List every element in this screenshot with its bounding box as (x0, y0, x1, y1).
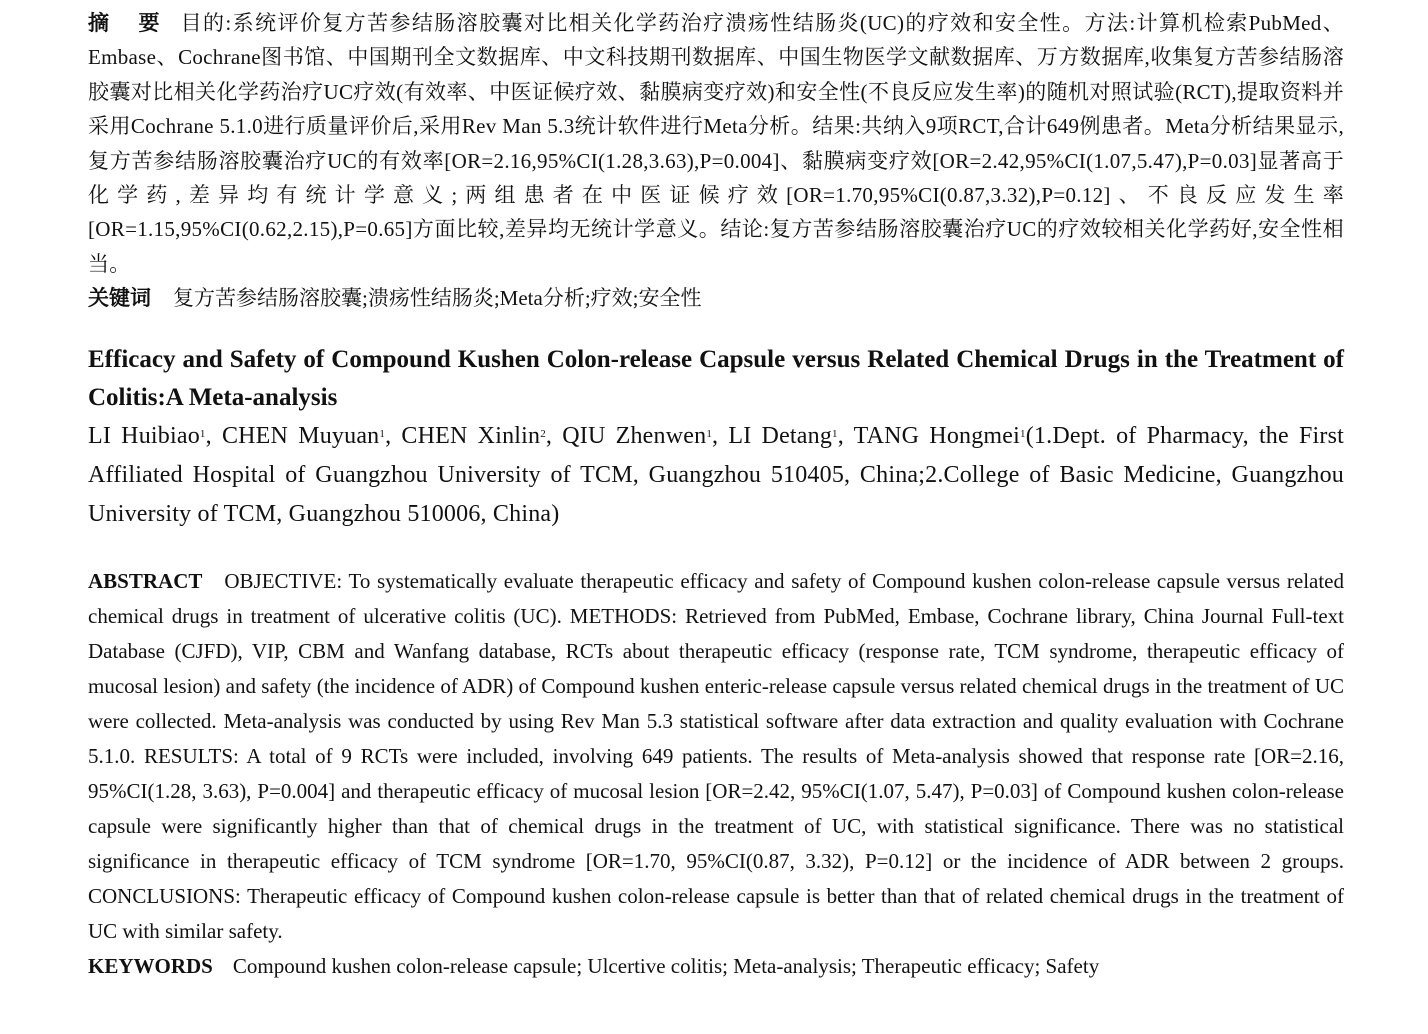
author-name: TANG Hongmei (853, 423, 1021, 450)
author-affiliation-mark: 1 (199, 428, 206, 441)
author-name: LI Huibiao (88, 423, 200, 450)
english-abstract-text: OBJECTIVE: To systematically evaluate therapeutic efficacy and safety of Compound kushen colon-release capsule versus related chemical drugs in treatment of ulcerative colitis (UC). METHODS: Retrieved from PubMed, Embase, Cochrane library, China Journal Full-text Database (CJFD), VIP, CBM and Wanfang database, RCTs about therapeutic efficacy (response rate, TCM syndrome, therapeutic efficacy of mucosal lesion) and safety (the incidence of ADR) of Compound kushen enteric-release capsule versus related chemical drugs in the treatment of UC were collected. Meta-analysis was conducted by using Rev Man 5.3 statistical software after data extraction and quality evaluation with Cochrane 5.1.0. RESULTS: A total of 9 RCTs were included, involving 649 patients. The results of Meta-analysis showed that response rate [OR=2.16, 95%CI(1.28, 3.63), P=0.004] and therapeutic efficacy of mucosal lesion [OR=2.42, 95%CI(1.07, 5.47), P=0.03] of Compound kushen colon-release capsule were significantly higher than that of chemical drugs in the treatment of UC, with statistical significance. There was no statistical significance in therapeutic efficacy of TCM syndrome [OR=1.70, 95%CI(0.87, 3.32), P=0.12] or the incidence of ADR between 2 groups. CONCLUSIONS: Therapeutic efficacy of Compound kushen colon-release capsule is better than that of related chemical drugs in the treatment of UC with similar safety. (88, 569, 1344, 944)
author-affiliation-mark: 1 (1020, 428, 1026, 441)
author-name: LI Detang (728, 423, 833, 450)
english-title-line-2: Treatment of Colitis:A Meta-analysis (88, 346, 1344, 412)
paper-page (88, 6, 1344, 984)
english-abstract (88, 564, 1344, 949)
author-affiliation-mark: 1 (379, 428, 386, 441)
chinese-keywords-label: 关键词 (88, 286, 151, 311)
english-keywords-label: KEYWORDS (88, 954, 213, 979)
author-list: LI Huibiao$^1$, CHEN Muyuan$^1$, CHEN Xinlin$^2$, QIU Zhenwen$^1$, LI Detang$^1$, TANG Hongmei$^1$(1.Dept. of Pharmacy, the First Affiliated Hospital of Guangzhou University of TCM, Guangzhou 510405, China;2.College of Basic Medicine, Guangzhou University of TCM, Guangzhou 510006, China) (88, 423, 1344, 528)
author-affiliation-mark: 1 (706, 428, 713, 441)
english-title (88, 341, 1344, 417)
chinese-keywords-text: 复方苦参结肠溶胶囊;溃疡性结肠炎;Meta分析;疗效;安全性 (173, 286, 702, 311)
author-name: CHEN Xinlin (401, 423, 541, 450)
english-title-line-1: Efficacy and Safety of Compound Kushen Colon-release Capsule versus Related Chemical Drugs in the (88, 346, 1199, 374)
author-affiliations: (1.Dept. of Pharmacy, the First Affiliated Hospital of Guangzhou University of TCM, Guangzhou 510405, China;2.College of Basic Medicine, Guangzhou University of TCM, Guangzhou 510006, China) (88, 423, 1344, 528)
english-keywords-text: Compound kushen colon-release capsule; Ulcertive colitis; Meta-analysis; Therapeutic efficacy; Safety (232, 954, 1100, 979)
author-name: QIU Zhenwen (562, 423, 707, 450)
author-name: CHEN Muyuan (221, 423, 380, 450)
chinese-abstract-label: 摘 要 (88, 11, 171, 35)
english-keywords (88, 949, 1344, 984)
chinese-abstract (88, 6, 1344, 281)
english-abstract-label: ABSTRACT (88, 569, 203, 594)
chinese-abstract-text: 目的:系统评价复方苦参结肠溶胶囊对比相关化学药治疗溃疡性结肠炎(UC)的疗效和安全性。方法:计算机检索PubMed、Embase、Cochrane图书馆、中国期刊全文数据库、中文科技期刊数据库、中国生物医学文献数据库、万方数据库,收集复方苦参结肠溶胶囊对比相关化学药治疗UC疗效(有效率、中医证候疗效、黏膜病变疗效)和安全性(不良反应发生率)的随机对照试验(RCT),提取资料并采用Cochrane 5.1.0进行质量评价后,采用Rev Man 5.3统计软件进行Meta分析。结果:共纳入9项RCT,合计649例患者。Meta分析结果显示,复方苦参结肠溶胶囊治疗UC的有效率[OR=2.16,95%CI(1.28,3.63),P=0.004]、黏膜病变疗效[OR=2.42,95%CI(1.07,5.47),P=0.03]显著高于化学药,差异均有统计学意义;两组患者在中医证候疗效[OR=1.70,95%CI(0.87,3.32),P=0.12]、不良反应发生率[OR=1.15,95%CI(0.62,2.15),P=0.65]方面比较,差异均无统计学意义。结论:复方苦参结肠溶胶囊治疗UC的疗效较相关化学药好,安全性相当。 (88, 11, 1344, 276)
author-affiliation-mark: 2 (540, 428, 546, 441)
chinese-keywords (88, 281, 1344, 315)
author-affiliation-mark: 1 (832, 428, 838, 441)
